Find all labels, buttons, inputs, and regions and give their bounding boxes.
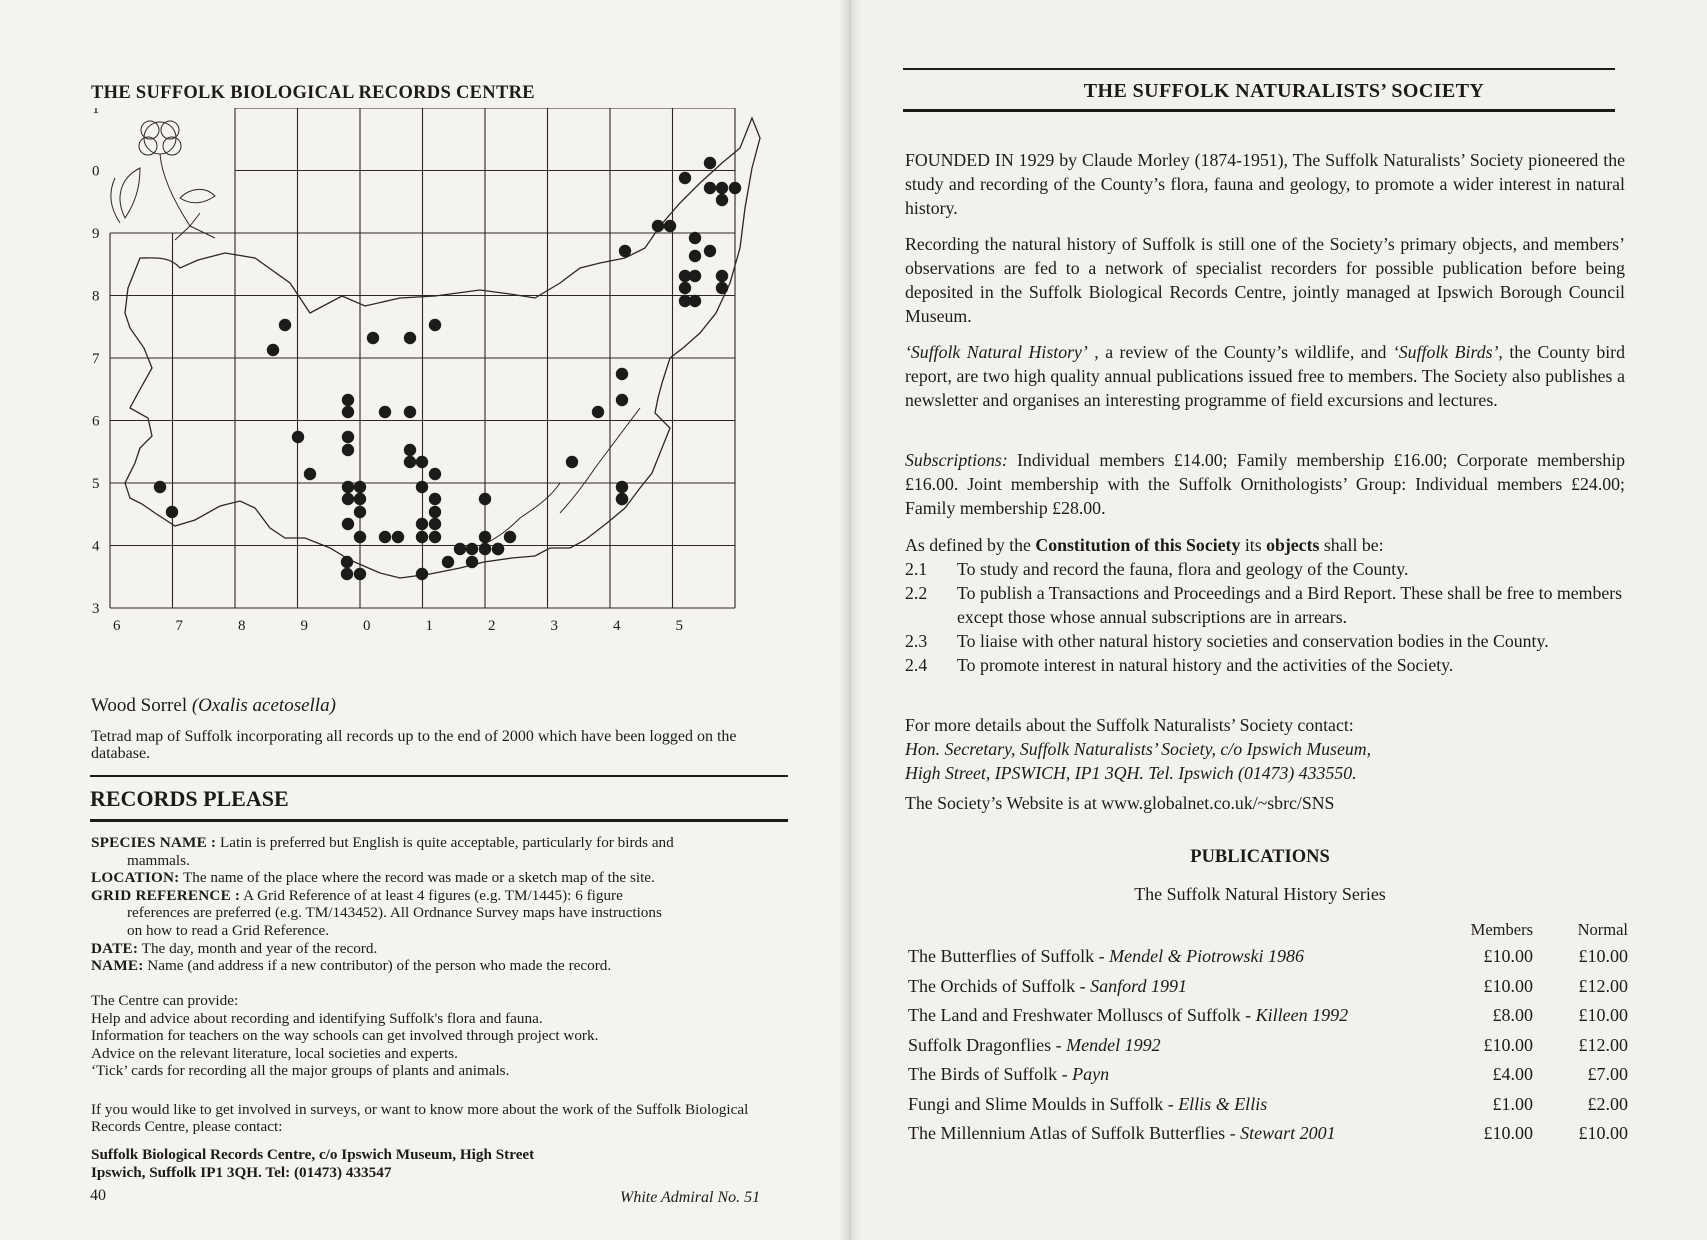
publication-title: The Millennium Atlas of Suffolk Butterflies - Stewart 2001 (908, 1123, 1336, 1144)
price-members: £10.00 (1483, 975, 1533, 996)
address-line: Suffolk Biological Records Centre, c/o Ipswich Museum, High Street (91, 1146, 535, 1163)
record-dot (616, 394, 628, 406)
map-x-label: 1 (425, 618, 433, 634)
text: shall be: (1319, 535, 1384, 555)
record-field (91, 957, 791, 975)
publication-title: Fungi and Slime Moulds in Suffolk - Ellis & Ellis (908, 1093, 1268, 1114)
tetrad-map (80, 108, 800, 703)
subscriptions-label: Subscriptions: (905, 450, 1008, 470)
price-members: £10.00 (1483, 946, 1533, 967)
publication-row (908, 942, 1628, 972)
field-label: SPECIES NAME : (91, 834, 217, 851)
map-x-label: 2 (488, 618, 496, 634)
record-dot (479, 531, 491, 543)
journal-name: ‘Suffolk Birds’, (1392, 342, 1503, 362)
map-y-label: 6 (92, 413, 100, 430)
object-number: 2.4 (905, 655, 928, 675)
text: the County bird report, are two high quality annual publications issued free to members. The Society also publishes a newsletter and organises an interesting programme of field excursions and lectures. (905, 342, 1625, 410)
record-dot (716, 282, 728, 294)
col-normal: Normal (1577, 920, 1628, 939)
publications-table (908, 920, 1628, 1149)
publication-title: The Orchids of Suffolk - Sanford 1991 (908, 975, 1187, 996)
record-dot (416, 568, 428, 580)
object-number: 2.3 (905, 631, 928, 651)
record-dot (616, 493, 628, 505)
record-dot (689, 232, 701, 244)
field-text: Name (and address if a new contributor) of the person who made the record. (143, 957, 612, 975)
objects-list (905, 557, 1625, 677)
price-normal: £12.00 (1578, 1034, 1628, 1055)
caption-latin-name: (Oxalis acetosella) (191, 695, 336, 716)
society-heading: THE SUFFOLK NATURALISTS’ SOCIETY (1083, 80, 1485, 102)
record-dot (154, 481, 166, 493)
record-dot (716, 182, 728, 194)
services-intro: The Centre can provide: (91, 992, 239, 1009)
map-y-label: 8 (92, 288, 100, 305)
record-dot (679, 282, 691, 294)
publication-title: The Land and Freshwater Molluscs of Suffolk - Killeen 1992 (908, 1005, 1349, 1026)
record-dot (616, 481, 628, 493)
field-label: NAME: (91, 957, 144, 975)
publication-title: Suffolk Dragonflies - Mendel 1992 (908, 1034, 1161, 1055)
wood-sorrel-sketch (111, 121, 215, 240)
record-dot (466, 556, 478, 568)
record-dot (166, 506, 178, 518)
service-item: ‘Tick’ cards for recording all the major groups of plants and animals. (91, 1062, 510, 1080)
price-normal: £10.00 (1578, 1123, 1628, 1144)
field-label: DATE: (91, 939, 139, 957)
subscriptions-text: Individual members £14.00; Family membership £16.00; Corporate membership £16.00. Joint membership with the Suffolk Ornithologists’ Group: Individual members £24.00; Family membership £28.00. (905, 450, 1625, 518)
record-dot (342, 406, 354, 418)
recording-paragraph: Recording the natural history of Suffolk is still one of the Society’s primary objects, and members’ observations are fed to a network of specialist recorders for possible publication before being deposited in the Suffolk Biological Records Centre, jointly managed at Ipswich Borough Council Museum. (905, 234, 1625, 326)
record-dot (429, 518, 441, 530)
details-intro: For more details about the Suffolk Naturalists’ Society contact: (905, 715, 1354, 735)
publications-paragraph (905, 340, 1625, 412)
record-dot (704, 182, 716, 194)
record-dot (342, 481, 354, 493)
service-item: Advice on the relevant literature, local societies and experts. (91, 1044, 458, 1062)
left-page (0, 0, 850, 1240)
record-dot (341, 556, 353, 568)
field-text: The name of the place where the record was made or a sketch map of the site. (179, 869, 655, 887)
publication-title: The Butterflies of Suffolk - Mendel & Piotrowski 1986 (908, 946, 1304, 967)
record-dot (354, 493, 366, 505)
publication-title: The Birds of Suffolk - Payn (908, 1064, 1110, 1085)
object-text: To liaise with other natural history societies and conservation bodies in the County. (957, 631, 1549, 651)
field-text: The day, month and year of the record. (138, 939, 378, 957)
tetrad-map-svg (80, 108, 800, 698)
record-dot (404, 444, 416, 456)
publication-row (908, 1031, 1628, 1061)
publication-row (908, 1119, 1628, 1149)
river-line (484, 483, 560, 544)
record-dot (492, 543, 504, 555)
text-bold: objects (1266, 535, 1320, 555)
price-normal: £10.00 (1578, 1005, 1628, 1026)
record-dot (592, 406, 604, 418)
object-text: To publish a Transactions and Proceedings and a Bird Report. These shall be free to members except those whose annual subscriptions are in arrears. (957, 583, 1623, 627)
contact-details (905, 713, 1625, 815)
price-normal: £7.00 (1587, 1064, 1628, 1085)
record-dot (379, 406, 391, 418)
record-dot (416, 518, 428, 530)
map-x-label: 9 (300, 618, 308, 634)
service-item: Help and advice about recording and identifying Suffolk's flora and fauna. (91, 1009, 543, 1027)
record-dot (689, 270, 701, 282)
record-dot (354, 506, 366, 518)
map-y-label: 0 (92, 163, 100, 180)
object-item (905, 557, 1625, 581)
record-dot (479, 493, 491, 505)
subscriptions-paragraph (905, 448, 1625, 520)
text: its (1240, 535, 1267, 555)
record-dot (429, 531, 441, 543)
object-text: To study and record the fauna, flora and geology of the County. (957, 559, 1409, 579)
publication-row (908, 972, 1628, 1002)
field-label: LOCATION: (91, 869, 180, 887)
map-x-label: 3 (550, 618, 558, 634)
journal-title: White Admiral No. 51 (620, 1189, 761, 1206)
divider-rule (903, 109, 1615, 112)
publication-row (908, 1001, 1628, 1031)
price-members: £8.00 (1492, 1005, 1533, 1026)
price-normal: £2.00 (1587, 1093, 1628, 1114)
price-members: £4.00 (1492, 1064, 1533, 1085)
record-dot (279, 319, 291, 331)
price-members: £10.00 (1483, 1034, 1533, 1055)
record-dot (679, 295, 691, 307)
divider-rule (903, 68, 1615, 70)
record-dot (304, 468, 316, 480)
record-field (91, 940, 791, 958)
map-x-label: 6 (113, 618, 121, 634)
map-caption-title (91, 695, 336, 717)
caption-common-name: Wood Sorrel (91, 695, 192, 716)
record-dot (404, 332, 416, 344)
series-title: The Suffolk Natural History Series (1134, 884, 1386, 904)
record-dot (729, 182, 741, 194)
record-dot (404, 406, 416, 418)
record-dot (416, 456, 428, 468)
record-field (91, 834, 791, 852)
record-dot (466, 543, 478, 555)
record-dot (354, 531, 366, 543)
text-bold: Constitution of this Society (1035, 535, 1241, 555)
record-dot (479, 543, 491, 555)
founded-paragraph: FOUNDED IN 1929 by Claude Morley (1874-1951), The Suffolk Naturalists’ Society pioneered the study and recording of the County’s flora, fauna and geology, to promote a wider interest in natural history. (905, 150, 1625, 218)
field-label: GRID REFERENCE : (91, 886, 241, 904)
records-centre-heading: THE SUFFOLK BIOLOGICAL RECORDS CENTRE (91, 83, 535, 103)
record-dot (616, 368, 628, 380)
record-dot (342, 444, 354, 456)
field-text: Latin is preferred but English is quite acceptable, particularly for birds and (216, 834, 674, 851)
record-dot (342, 493, 354, 505)
records-please-heading: RECORDS PLEASE (90, 786, 289, 811)
record-dot (652, 220, 664, 232)
objects-intro (905, 533, 1625, 557)
page-number: 40 (90, 1187, 106, 1204)
price-members: £10.00 (1483, 1123, 1533, 1144)
address-line: Ipswich, Suffolk IP1 3QH. Tel: (01473) 433547 (91, 1164, 392, 1181)
record-dot (454, 543, 466, 555)
record-dot (429, 506, 441, 518)
record-field (91, 869, 791, 887)
object-item (905, 581, 1625, 629)
price-normal: £10.00 (1578, 946, 1628, 967)
record-dot (566, 456, 578, 468)
record-dot (292, 431, 304, 443)
records-field-list (91, 834, 791, 975)
field-text-cont: references are preferred (e.g. TM/143452). All Ordnance Survey maps have instructions (127, 904, 662, 922)
table-header (908, 920, 1628, 942)
record-dot (716, 270, 728, 282)
map-x-label: 5 (675, 618, 683, 634)
price-members: £1.00 (1492, 1093, 1533, 1114)
field-text-cont: mammals. (127, 851, 190, 869)
record-field (91, 887, 791, 905)
record-dot (716, 194, 728, 206)
map-y-label: 3 (92, 601, 100, 617)
journal-name: ‘Suffolk Natural History’ (905, 342, 1088, 362)
details-address: High Street, IPSWICH, IP1 3QH. Tel. Ipswich (01473) 433550. (905, 763, 1357, 783)
record-dot (342, 518, 354, 530)
record-dot (664, 220, 676, 232)
map-x-label: 8 (238, 618, 246, 634)
record-dot (354, 568, 366, 580)
record-dot (342, 394, 354, 406)
object-item (905, 629, 1625, 653)
service-item: Information for teachers on the way schools can get involved through project work. (91, 1027, 599, 1045)
record-dot (704, 157, 716, 169)
field-text-cont: on how to read a Grid Reference. (127, 921, 329, 939)
contact-address (91, 1146, 791, 1182)
record-dot (416, 531, 428, 543)
record-dot (679, 172, 691, 184)
map-x-label: 0 (363, 618, 371, 634)
map-y-label: 4 (92, 538, 100, 555)
map-x-label: 4 (613, 618, 621, 634)
website-line: The Society’s Website is at www.globalnet.co.uk/~sbrc/SNS (905, 793, 1335, 813)
record-dot (416, 481, 428, 493)
record-dot (704, 245, 716, 257)
record-dot (404, 456, 416, 468)
centre-services-list (91, 992, 791, 1080)
record-dot (429, 468, 441, 480)
divider-rule (90, 819, 788, 822)
field-text: A Grid Reference of at least 4 figures (e.g. TM/1445): 6 figure (240, 886, 623, 904)
record-dot (429, 493, 441, 505)
record-dot (341, 568, 353, 580)
details-address: Hon. Secretary, Suffolk Naturalists’ Society, c/o Ipswich Museum, (905, 739, 1372, 759)
record-dot (354, 481, 366, 493)
map-y-label: 7 (92, 351, 100, 367)
price-normal: £12.00 (1578, 975, 1628, 996)
record-dot (689, 250, 701, 262)
publication-row (908, 1090, 1628, 1120)
object-item (905, 653, 1625, 677)
map-x-label: 7 (175, 618, 183, 634)
publications-heading: PUBLICATIONS (1190, 847, 1330, 867)
record-dot (429, 319, 441, 331)
book-gutter (838, 0, 862, 1240)
record-dot (267, 344, 279, 356)
right-page (850, 0, 1707, 1240)
text: , a review of the County’s wildlife, and (1087, 342, 1393, 362)
record-dot (342, 431, 354, 443)
map-y-label: 5 (92, 476, 100, 492)
map-y-label: 9 (92, 226, 100, 242)
county-outline (125, 118, 760, 578)
record-dot (379, 531, 391, 543)
record-dot (442, 556, 454, 568)
record-dot (367, 332, 379, 344)
map-caption-body: Tetrad map of Suffolk incorporating all records up to the end of 2000 which have been logged on the database. (91, 728, 737, 762)
col-members: Members (1470, 920, 1533, 939)
object-text: To promote interest in natural history and the activities of the Society. (957, 655, 1454, 675)
divider-rule (90, 775, 788, 777)
contact-intro: If you would like to get involved in surveys, or want to know more about the work of the Suffolk Biological Records Centre, please contact: (91, 1101, 749, 1135)
object-number: 2.1 (905, 559, 928, 579)
object-number: 2.2 (905, 583, 928, 603)
record-dot (504, 531, 516, 543)
record-dot (392, 531, 404, 543)
publication-row (908, 1060, 1628, 1090)
text: As defined by the (905, 535, 1036, 555)
map-y-label: 1 (92, 108, 100, 117)
record-dot (619, 245, 631, 257)
